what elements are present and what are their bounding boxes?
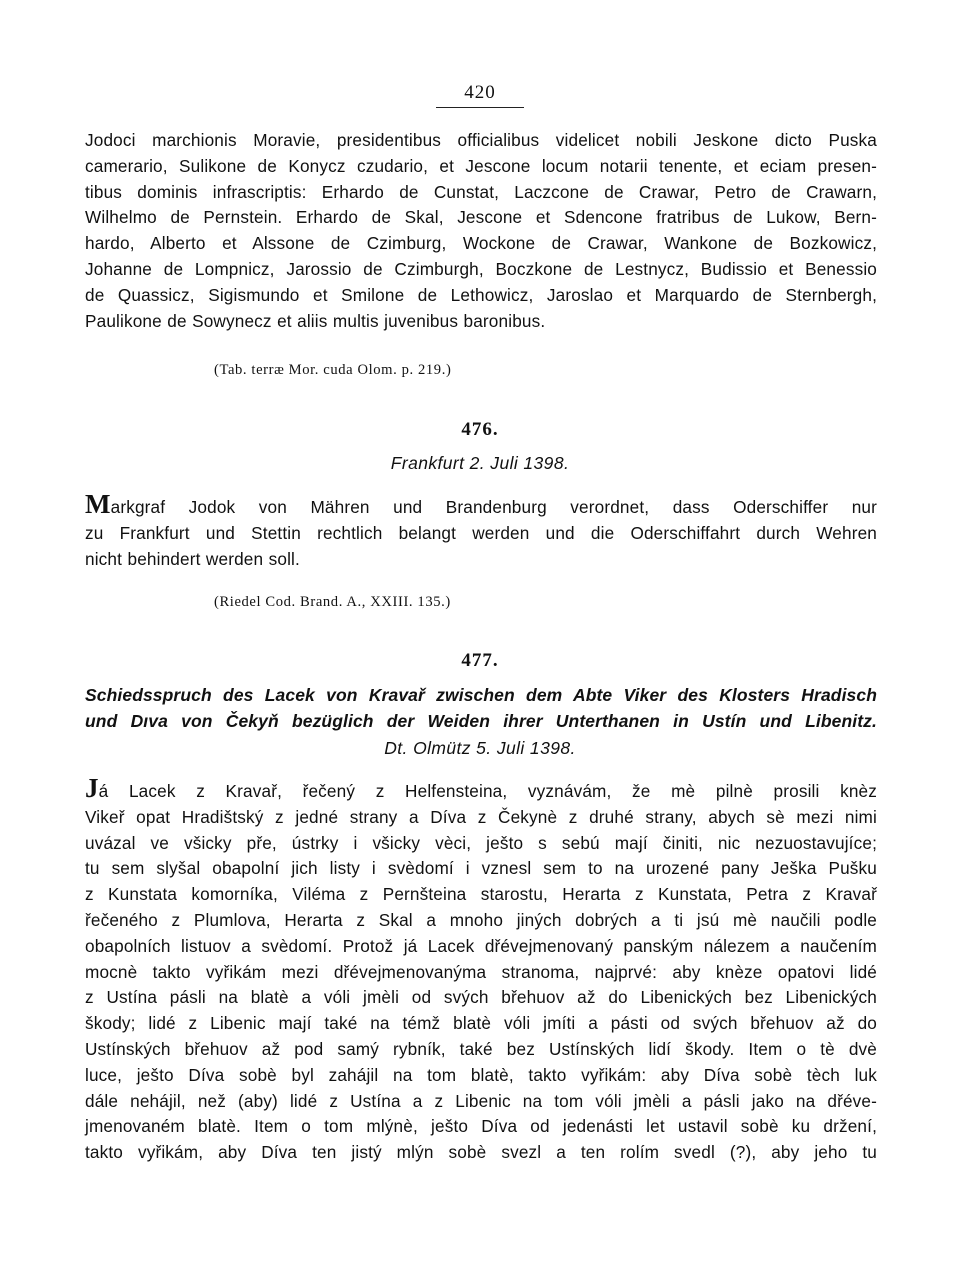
text-line: mocnè takto vyřikám mezi dřévejmenovanýma stranoma, najprvé: aby knèze opatovi lidé xyxy=(85,961,877,982)
text-line: takto vyřikám, aby Díva ten jistý mlýn sobè svezl a ten rolím svedl (?), aby jeho tu xyxy=(85,1142,877,1163)
text-line: luce, ješto Díva sobè byl zahájil na tom blatè, takto vyřikám: aby Díva sobè tèch luk xyxy=(85,1064,877,1085)
continuation-text xyxy=(85,128,877,334)
text-line xyxy=(85,489,877,521)
text-line: jmenovaném blatè. Item o tom mlýnè, ješto Díva od jedenásti let ustavil sobè ku držení, xyxy=(85,1116,877,1137)
heading-line: Schiedsspruch des Lacek von Kravař zwischen dem Abte Viker des Klosters Hradisch xyxy=(85,685,877,705)
document-number: 477. xyxy=(461,650,499,671)
text-line: camerario, Sulikone de Konycz czudario, et Jescone locum notarii tenente, et eciam presen- xyxy=(85,155,877,176)
text-line: řečeného z Plumlova, Herarta z Skal a mnoho jiných dobrých a ti jsú mè naučili podle xyxy=(85,909,877,930)
text-line: škody; lidé z Libenic mají také na témž blatè vóli jmíti a pásti od svých břehuov až do xyxy=(85,1013,877,1034)
document-text-477 xyxy=(85,773,877,1166)
source-citation: (Riedel Cod. Brand. A., XXIII. 135.) xyxy=(214,594,451,610)
text-line: Johanne de Lompnicz, Jarossio de Czimburgh, Boczkone de Lestnycz, Budissio et Benessio xyxy=(85,258,877,279)
text-line: z Kunstata komorníka, Viléma z Pernšteina starostu, Herarta z Kunstata, Petra z Kravař xyxy=(85,884,877,905)
text-line: hardo, Alberto et Alssone de Czimburg, Wockone de Crawar, Wankone de Bozkowicz, xyxy=(85,233,877,254)
text-line: Vikeř opat Hradištský z jedné strany a Díva z Čekynè z druhé strany, abych sè mezi nimi xyxy=(85,806,877,827)
page-number: 420 xyxy=(464,82,496,103)
text-line: Ustínských břehuov až pod samý rybník, také bez Ustínských lidí škody. Item o tè dvè xyxy=(85,1038,877,1059)
initial-letter: M xyxy=(85,489,111,519)
document-number: 476. xyxy=(461,419,499,440)
text-line: Paulikone de Sowynecz et aliis multis juvenibus baronibus. xyxy=(85,310,546,331)
page-number-rule xyxy=(436,107,524,108)
heading-line: und Dıva von Čekyň bezüglich der Weiden ihrer Unterthanen in Ustín und Libenitz. xyxy=(85,710,877,731)
continuation-paragraph xyxy=(85,128,877,334)
heading-477 xyxy=(85,683,877,735)
text-line: zu Frankfurt und Stettin rechtlich belangt werden und die Oderschiffahrt durch Wehren xyxy=(85,522,877,543)
text-line-rest: á Lacek z Kravař, řečený z Helfensteina, vyznávám, že mè pilnè prosili knèz xyxy=(98,781,877,801)
text-line: de Quassicz, Sigismundo et Smilone de Lethowicz, Jaroslao et Marquardo de Sternbergh, xyxy=(85,284,877,305)
source-citation: (Tab. terræ Mor. cuda Olom. p. 219.) xyxy=(214,362,452,378)
dateline: Dt. Olmütz 5. Juli 1398. xyxy=(384,738,576,758)
text-line: obapolních listuov a svèdomí. Protož já Lacek dřévejmenovaný panským nálezem a naučením xyxy=(85,935,877,956)
text-line: nicht behindert werden soll. xyxy=(85,548,300,569)
text-line: Wilhelmo de Pernstein. Erhardo de Skal, Jescone et Sdencone fratribus de Lukow, Bern- xyxy=(85,207,877,228)
text-line-rest: arkgraf Jodok von Mähren und Brandenburg verordnet, dass Oderschiffer nur xyxy=(110,497,877,517)
regest-476 xyxy=(85,489,877,572)
text-line: Jodoci marchionis Moravie, presidentibus officialibus videlicet nobili Jeskone dicto Puska xyxy=(85,130,877,150)
text-line: dále nehájil, než (aby) lidé z Ustína a z Libenic na tom vóli jmèli a pásli jako na dřéve- xyxy=(85,1090,877,1111)
document-paragraph xyxy=(85,773,877,1166)
text-line: z Ustína pásli na blatè a vóli jmèli od svých břehuov až do Libenických bez Libenických xyxy=(85,987,877,1008)
text-line xyxy=(85,773,877,805)
dateline: Frankfurt 2. Juli 1398. xyxy=(390,453,570,473)
regest-paragraph xyxy=(85,489,877,572)
initial-letter: J xyxy=(85,773,99,803)
text-line: uvázal ve všicky pře, ústrky i všicky vèci, ješto s sebú mají činiti, nic nezuostavujíce; xyxy=(85,832,877,853)
document-heading xyxy=(85,683,877,735)
text-line: tu sem slyšal obapolní jich listy i svèdomí i vznesl sem to na urozené pany Ješka Pušku xyxy=(85,858,877,879)
text-line: tibus dominis infrascriptis: Erhardo de Cunstat, Laczcone de Crawar, Petro de Crawarn, xyxy=(85,181,877,202)
